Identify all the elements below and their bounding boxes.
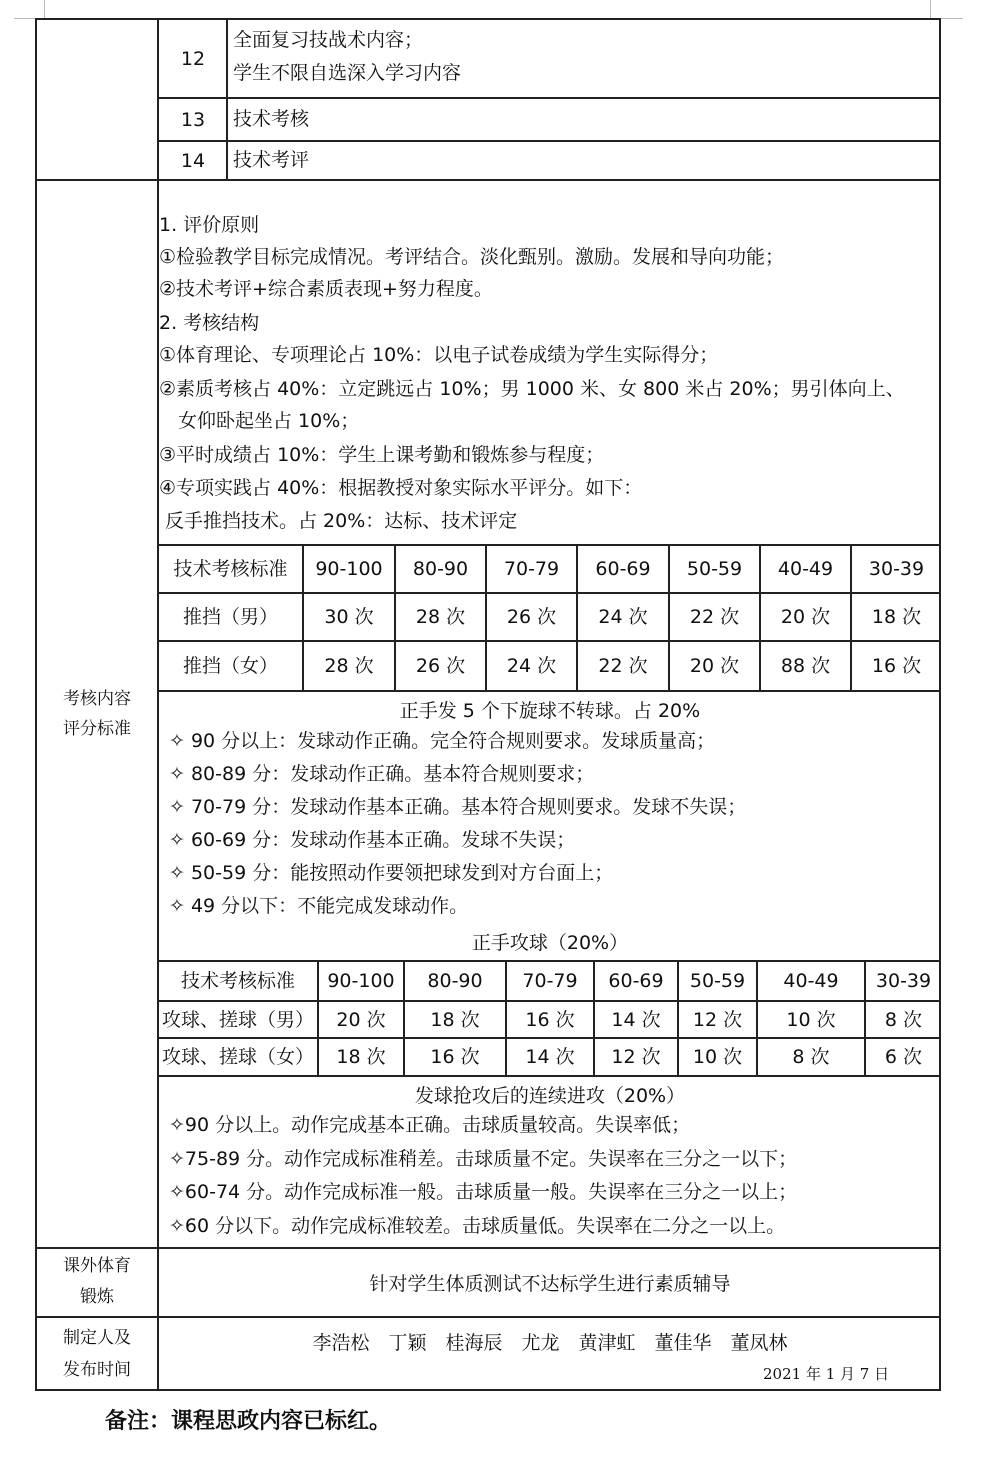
principle-line: ②技术考评+综合素质表现+努力程度。 [159,278,493,300]
section-label: 锻炼 [80,1287,114,1307]
serve-criterion: ✧ 49 分以下：不能完成发球动作。 [169,895,469,917]
grid-line [158,690,941,692]
table1-cell: 28 次 [415,606,466,628]
section-label: 发布时间 [63,1360,131,1380]
grid-line [37,179,941,181]
serve-criterion: ✧ 90 分以上：发球动作正确。完全符合规则要求。发球质量高； [169,730,716,752]
table1-cell: 推挡（男） [182,606,278,628]
principle-line: 反手推挡技术。占 20%：达标、技术评定 [165,510,518,532]
section-label: 课外体育 [63,1256,131,1276]
table2-cell: 攻球、搓球（男） [161,1008,314,1031]
table1-cell: 20 次 [780,606,831,628]
table2-cell: 20 次 [336,1008,386,1031]
table2-header-cell: 40-49 [783,970,839,992]
table2-cell: 攻球、搓球（女） [161,1046,314,1068]
grid-line [158,1075,941,1077]
serve-criterion: ✧ 50-59 分：能按照动作要领把球发到对方台面上； [169,862,614,884]
table2-cell: 10 次 [692,1046,743,1068]
author-names: 李浩松 丁颖 桂海辰 尤龙 黄津虹 董佳华 董凤林 [312,1332,788,1354]
table1-cell: 20 次 [689,655,740,677]
table2-header-cell: 70-79 [522,970,578,992]
table2-header-cell: 技术考核标准 [180,970,295,992]
table2-header-cell: 80-90 [427,970,483,992]
grid-line [37,1316,941,1318]
table1-header-cell: 60-69 [595,558,651,580]
table2-cell: 8 次 [884,1008,923,1031]
table1-header-cell: 90-100 [315,558,383,580]
serve-criterion: ✧ 70-79 分：发球动作基本正确。基本符合规则要求。发球不失误； [169,796,747,818]
continuous-attack-title: 发球抢攻后的连续进攻（20%） [414,1085,686,1107]
table2-cell: 10 次 [786,1008,836,1031]
table2-cell: 14 次 [611,1008,661,1031]
table1-header-cell: 80-90 [412,558,469,580]
table2-cell: 18 次 [336,1046,386,1068]
week-number: 14 [180,149,206,172]
serve-criterion: ✧ 60-69 分：发球动作基本正确。发球不失误； [169,829,576,851]
syllabus-table [35,18,941,1391]
principle-line: ③平时成绩占 10%：学生上课考勤和锻炼参与程度； [159,444,605,466]
table2-header-cell: 90-100 [327,970,395,992]
table1-cell: 88 次 [780,655,831,677]
principle-line: ④专项实践占 40%：根据教授对象实际水平评分。如下： [159,477,643,499]
grid-line [226,20,228,180]
attack-title: 正手攻球（20%） [471,932,629,954]
table1-cell: 16 次 [871,655,922,677]
table1-cell: 22 次 [598,655,648,677]
week-content-line: 技术考核 [233,108,310,130]
footnote: 备注：课程思政内容已标红。 [105,1408,392,1434]
principle-line: 女仰卧起坐占 10%； [159,410,360,432]
table2-cell: 12 次 [611,1046,661,1068]
principle-line: 2. 考核结构 [159,312,260,334]
table2-header-cell: 60-69 [608,970,664,992]
section-label: 制定人及 [63,1328,131,1348]
section-label: 考核内容 [63,689,131,709]
table1-cell: 24 次 [506,655,557,677]
table1-header-cell: 70-79 [503,558,560,580]
table1-cell: 22 次 [689,606,740,628]
table1-header-cell: 30-39 [868,558,925,580]
table2-header-cell: 50-59 [689,970,746,992]
table1-cell: 26 次 [415,655,466,677]
grid-line [158,140,941,142]
page-corner-marker [14,0,45,19]
grid-line [37,1247,941,1249]
serve-title: 正手发 5 个下旋球不转球。占 20% [399,700,701,722]
table1-cell: 24 次 [598,606,648,628]
table2-cell: 12 次 [692,1008,743,1031]
week-content-line: 学生不限自选深入学习内容 [233,62,462,84]
table2-header-cell: 30-39 [875,970,932,992]
table1-header-cell: 40-49 [777,558,834,580]
table2-cell: 16 次 [430,1046,480,1068]
serve-criterion: ✧ 80-89 分：发球动作正确。基本符合规则要求； [169,763,595,785]
grid-line [158,97,941,99]
table1-header-cell: 技术考核标准 [173,558,288,580]
principle-line: ①检验教学目标完成情况。考评结合。淡化甄别。激励。发展和导向功能； [159,246,785,268]
week-number: 13 [180,108,206,131]
week-content-line: 全面复习技战术内容； [233,29,424,51]
table1-cell: 26 次 [506,606,557,628]
continuous-criterion: ✧60 分以下。动作完成标准较差。击球质量低。失误率在二分之一以上。 [169,1215,786,1237]
extracurricular-content: 针对学生体质测试不达标学生进行素质辅导 [369,1273,731,1295]
table2-cell: 6 次 [884,1046,923,1068]
continuous-criterion: ✧90 分以上。动作完成基本正确。击球质量较高。失误率低； [169,1114,691,1136]
table1-header-cell: 50-59 [686,558,743,580]
principle-line: 1. 评价原则 [159,214,260,236]
page-corner-marker [930,0,963,19]
section-label: 评分标准 [63,719,131,739]
table1-cell: 18 次 [871,606,922,628]
table1-cell: 28 次 [324,655,374,677]
table1-cell: 30 次 [324,606,374,628]
principle-line: ①体育理论、专项理论占 10%：以电子试卷成绩为学生实际得分； [159,344,719,366]
week-content-line: 技术考评 [233,149,310,171]
table2-cell: 14 次 [525,1046,575,1068]
week-number: 12 [180,47,206,70]
principle-line: ②素质考核占 40%：立定跳远占 10%；男 1000 米、女 800 米占 20%；男引体向上、 [159,378,905,400]
table1-cell: 推挡（女） [182,655,278,677]
table2-cell: 16 次 [525,1008,575,1031]
table2-cell: 18 次 [430,1008,480,1031]
table2-cell: 8 次 [792,1046,830,1068]
continuous-criterion: ✧75-89 分。动作完成标准稍差。击球质量不定。失误率在三分之一以下； [169,1148,798,1170]
publish-date: 2021 年 1 月 7 日 [763,1365,890,1383]
continuous-criterion: ✧60-74 分。动作完成标准一般。击球质量一般。失误率在三分之一以上； [169,1181,798,1203]
